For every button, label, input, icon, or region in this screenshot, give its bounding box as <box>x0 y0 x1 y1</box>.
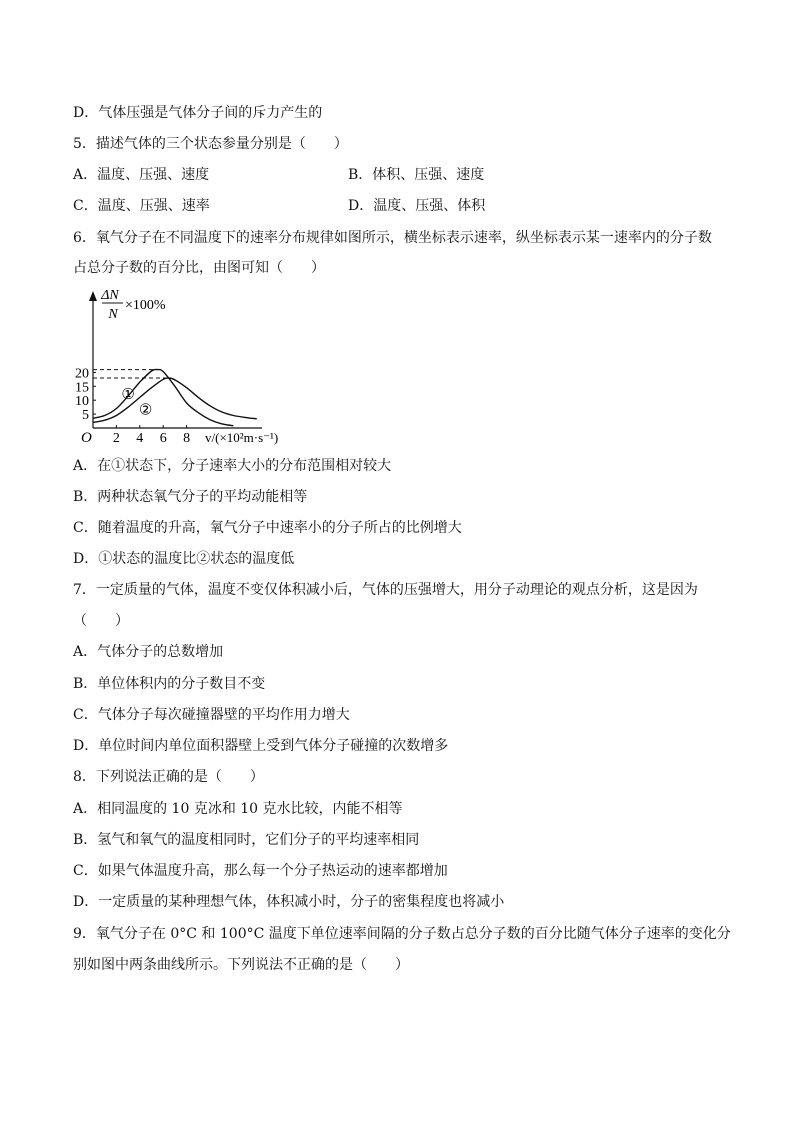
q5-option-b: B．体积、压强、速度 <box>348 167 485 183</box>
q5-option-c: C．温度、压强、速率 <box>73 198 210 214</box>
y-tick-label: 10 <box>75 394 89 410</box>
q5-option-d: D．温度、压强、体积 <box>348 198 486 214</box>
y-tick-label: 15 <box>75 380 89 396</box>
q6-option-d: D．①状态的温度比②状态的温度低 <box>73 551 295 567</box>
q6-option-c: C．随着温度的升高，氧气分子中速率小的分子所占的比例增大 <box>73 520 462 536</box>
y-axis-arrow <box>89 291 97 301</box>
q7-option-d: D．单位时间内单位面积器壁上受到气体分子碰撞的次数增多 <box>73 738 449 754</box>
q5-stem: 5．描述气体的三个状态参量分别是（ ） <box>73 136 348 152</box>
q7-stem-line2: （ ） <box>73 613 129 629</box>
q9-stem-line2: 别如图中两条曲线所示。下列说法不正确的是（ ） <box>73 957 409 973</box>
q7-option-b: B．单位体积内的分子数目不变 <box>73 676 266 692</box>
q8-option-c: C．如果气体温度升高，那么每一个分子热运动的速率都增加 <box>73 863 448 879</box>
q5-option-a: A．温度、压强、速度 <box>73 167 210 183</box>
q8-stem: 8．下列说法正确的是（ ） <box>73 769 264 785</box>
y-tick-label: 5 <box>82 408 89 424</box>
y-tick-label: 20 <box>75 366 89 382</box>
q6-option-b: B．两种状态氧气分子的平均动能相等 <box>73 489 308 505</box>
origin-label: O <box>81 430 92 446</box>
x-tick-label: 6 <box>159 431 167 446</box>
ylabel-suffix: ×100% <box>125 298 166 313</box>
x-tick-label: 8 <box>183 431 191 446</box>
q4-option-d: D．气体压强是气体分子间的斥力产生的 <box>73 105 323 121</box>
q8-option-d: D．一定质量的某种理想气体，体积减小时，分子的密集程度也将减小 <box>73 894 505 910</box>
series-label-2: ② <box>138 402 153 419</box>
ylabel-denominator: N <box>108 307 118 322</box>
curve-series-2 <box>93 378 257 422</box>
q6-option-a: A．在①状态下，分子速率大小的分布范围相对较大 <box>73 458 392 474</box>
q6-stem-line1: 6．氧气分子在不同温度下的速率分布规律如图所示，横坐标表示速率，纵坐标表示某一速率内的分子数 <box>73 230 712 246</box>
q7-option-a: A．气体分子的总数增加 <box>73 644 224 660</box>
q8-option-a: A．相同温度的 10 克冰和 10 克水比较，内能不相等 <box>73 801 403 817</box>
q9-stem-line1: 9．氧气分子在 0°C 和 100°C 温度下单位速率间隔的分子数占总分子数的百分比随气体分子速率的变化分 <box>73 926 731 942</box>
x-axis-label: v/(×10²m·s⁻¹) <box>205 430 279 445</box>
series-label-1: ① <box>121 386 135 403</box>
q6-stem-line2: 占总分子数的百分比，由图可知（ ） <box>73 260 325 276</box>
q8-option-b: B．氢气和氧气的温度相同时，它们分子的平均速率相同 <box>73 832 420 848</box>
speed-distribution-chart <box>72 282 312 452</box>
q7-option-c: C．气体分子每次碰撞器壁的平均作用力增大 <box>73 707 350 723</box>
ylabel-numerator: ΔN <box>101 288 119 303</box>
q7-stem-line1: 7．一定质量的气体，温度不变仅体积减小后，气体的压强增大，用分子动理论的观点分析，这是因为 <box>73 582 698 598</box>
x-tick-label: 2 <box>112 431 120 446</box>
x-tick-label: 4 <box>136 431 144 446</box>
